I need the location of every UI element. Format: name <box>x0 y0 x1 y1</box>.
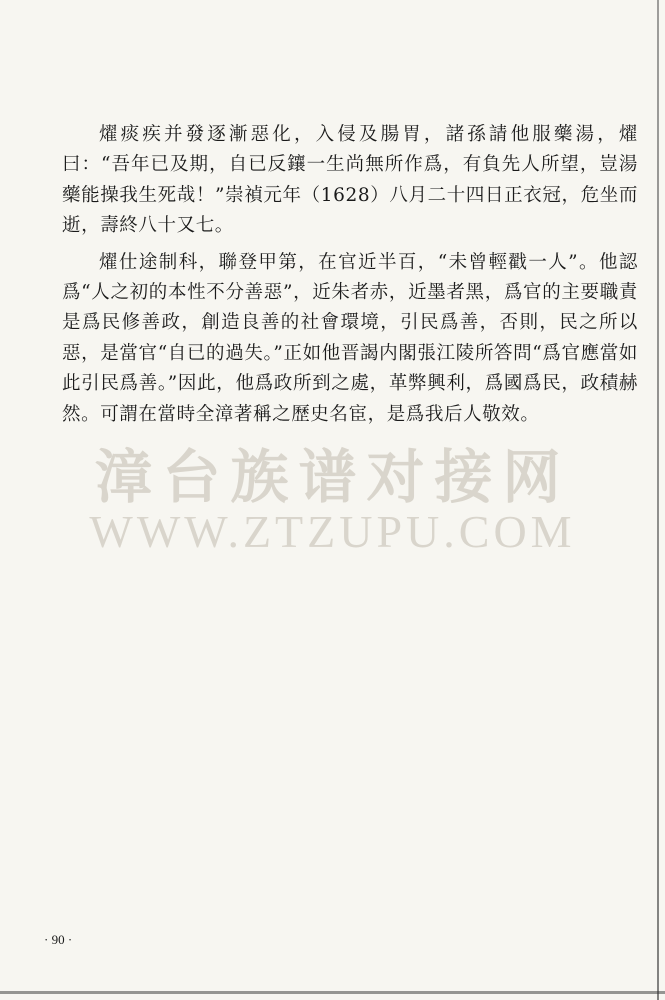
paragraph-1: 燿痰疾并發逐漸惡化，入侵及腸胃，諸孫請他服藥湯，燿曰：“吾年已及期，自已反鑲一生尚無所作爲，有負先人所望，豈湯藥能操我生死哉！”崇禎元年（1628）八月二十四日正衣冠，危坐而逝，壽終八十又七。 <box>62 124 638 237</box>
paragraph-2: 燿仕途制科，聯登甲第，在官近半百，“未曾輕戳一人”。他認爲“人之初的本性不分善惡”，近朱者赤，近墨者黑，爲官的主要職責是爲民修善政，創造良善的社會環境，引民爲善，否則，民之所以惡，是當官“自已的過失。”正如他晋謁内閣張江陵所答問“爲官應當如此引民爲善。”因此，他爲政所到之處，革弊興利，爲國爲民，政積赫然。可謂在當時全漳著稱之歷史名宦，是爲我后人敬效。 <box>62 251 638 425</box>
scan-edge-right <box>657 0 659 1000</box>
watermark-chinese: 漳台族谱对接网 <box>94 443 571 511</box>
body-text <box>62 120 638 436</box>
watermark-url: WWW.ZTZUPU.COM <box>89 506 576 557</box>
page-number: · 90 · <box>44 932 73 947</box>
scan-edge-bottom <box>0 991 665 994</box>
